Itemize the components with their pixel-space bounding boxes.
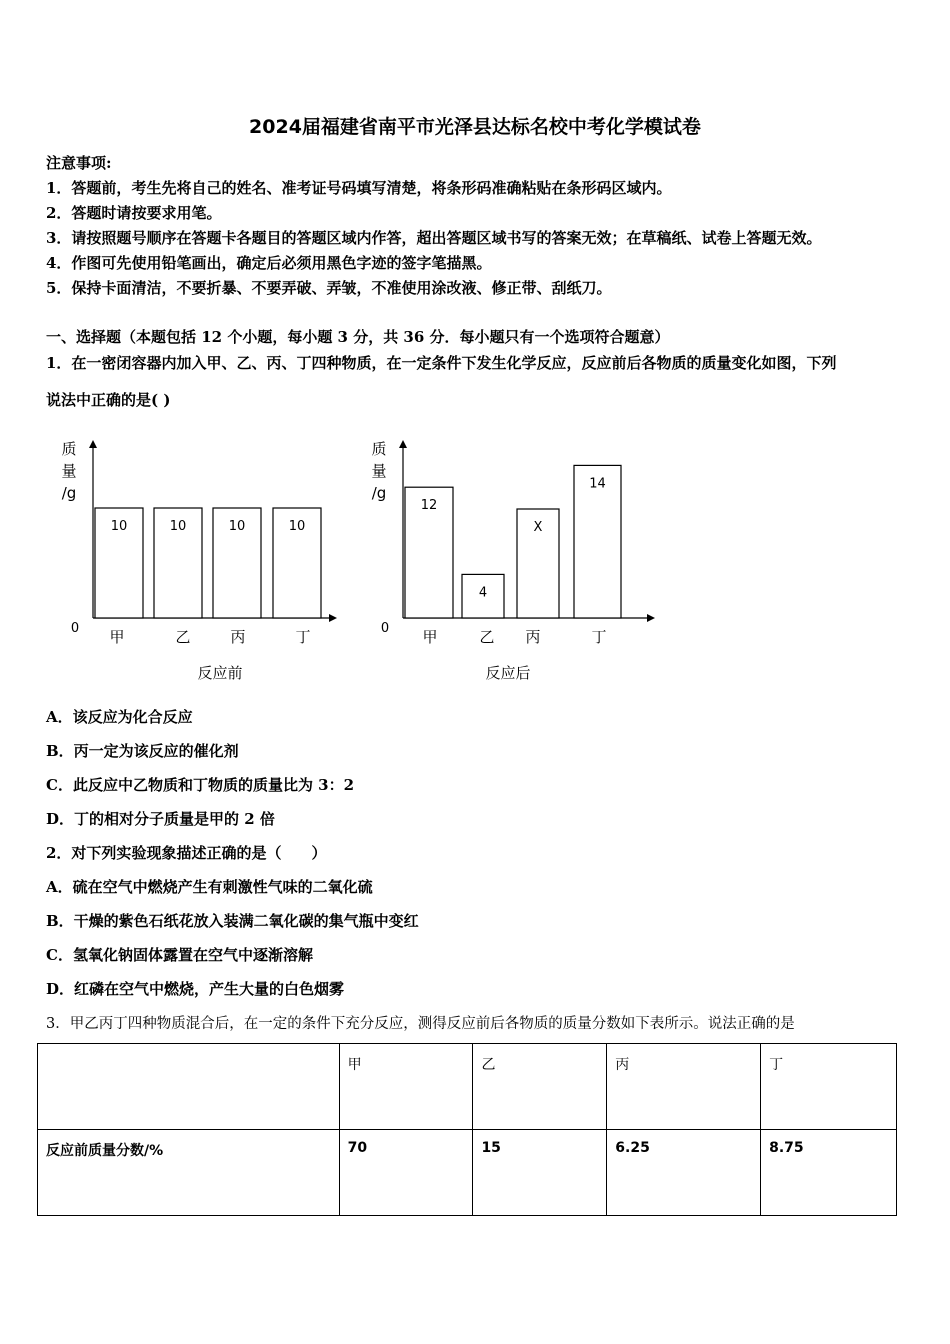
notice-item: 5．保持卡面清洁，不要折暴、不要弄破、弄皱，不准使用涂改液、修正带、刮纸刀。 bbox=[46, 279, 612, 297]
category-label: 乙 bbox=[175, 628, 191, 646]
table-row-label: 反应前质量分数/% bbox=[38, 1130, 340, 1216]
question-2-stem: 2．对下列实验现象描述正确的是（ ） bbox=[46, 844, 327, 862]
y-axis-arrow bbox=[89, 440, 97, 448]
category-label: 丙 bbox=[525, 628, 541, 646]
table-cell: 70 bbox=[339, 1130, 473, 1216]
category-label: 丁 bbox=[295, 628, 311, 646]
option-a: A．硫在空气中燃烧产生有刺激性气味的二氧化硫 bbox=[46, 878, 373, 896]
table-header-row bbox=[38, 1044, 897, 1130]
mass-fraction-table bbox=[37, 1043, 897, 1216]
chart-before bbox=[55, 430, 345, 690]
notice-item: 3．请按照题号顺序在答题卡各题目的答题区域内作答，超出答题区域书写的答案无效；在草稿纸、试卷上答题无效。 bbox=[46, 229, 822, 247]
notice-item: 4．作图可先使用铅笔画出，确定后必须用黑色字迹的签字笔描黑。 bbox=[46, 254, 492, 272]
y-axis-label: /g bbox=[61, 484, 77, 502]
category-label: 乙 bbox=[479, 628, 495, 646]
notice-heading: 注意事项: bbox=[46, 154, 112, 172]
data-label: 10 bbox=[169, 519, 187, 534]
category-label: 甲 bbox=[109, 628, 125, 646]
option-c: C．此反应中乙物质和丁物质的质量比为 3：2 bbox=[46, 776, 355, 794]
data-label: X bbox=[533, 520, 543, 535]
table-header-cell: 丁 bbox=[761, 1044, 897, 1130]
question-1-stem: 1．在一密闭容器内加入甲、乙、丙、丁四种物质，在一定条件下发生化学反应，反应前后各物质的质量变化如图，下列 bbox=[46, 354, 837, 372]
data-label: 10 bbox=[288, 519, 306, 534]
table-header-cell: 甲 bbox=[339, 1044, 473, 1130]
section-heading: 一、选择题（本题包括 12 个小题，每小题 3 分，共 36 分．每小题只有一个选项符合题意） bbox=[46, 328, 670, 346]
data-label: 10 bbox=[110, 519, 128, 534]
chart-after bbox=[365, 430, 665, 690]
option-b: B．丙一定为该反应的催化剂 bbox=[46, 742, 239, 760]
table-header-cell: 乙 bbox=[473, 1044, 607, 1130]
option-d: D．红磷在空气中燃烧，产生大量的白色烟雾 bbox=[46, 980, 345, 998]
data-label: 14 bbox=[589, 476, 606, 492]
table-header-cell bbox=[38, 1044, 340, 1130]
y-axis-label: 量 bbox=[371, 462, 387, 480]
table-header-cell: 丙 bbox=[607, 1044, 761, 1130]
y-axis-label: 量 bbox=[61, 462, 77, 480]
table-cell: 15 bbox=[473, 1130, 607, 1216]
option-d: D．丁的相对分子质量是甲的 2 倍 bbox=[46, 810, 275, 828]
table-cell: 6.25 bbox=[607, 1130, 761, 1216]
origin-label: 0 bbox=[70, 621, 80, 636]
question-3-stem: 3．甲乙丙丁四种物质混合后，在一定的条件下充分反应，测得反应前后各物质的质量分数如下表所示。说法正确的是 bbox=[46, 1016, 795, 1032]
data-label: 10 bbox=[228, 519, 246, 534]
option-a: A．该反应为化合反应 bbox=[46, 708, 193, 726]
option-b: B．干燥的紫色石纸花放入装满二氧化碳的集气瓶中变红 bbox=[46, 912, 419, 930]
notice-item: 1．答题前，考生先将自己的姓名、准考证号码填写清楚，将条形码准确粘贴在条形码区域内。 bbox=[46, 179, 672, 197]
category-label: 丁 bbox=[591, 628, 607, 646]
data-label: 12 bbox=[420, 498, 438, 514]
question-1-stem-cont: 说法中正确的是( ) bbox=[46, 391, 171, 409]
origin-label: 0 bbox=[380, 621, 390, 636]
category-label: 甲 bbox=[422, 628, 438, 646]
y-axis-arrow bbox=[399, 440, 407, 448]
data-label: 4 bbox=[478, 585, 488, 601]
table-row bbox=[38, 1130, 897, 1216]
y-axis-label: 质 bbox=[61, 440, 77, 458]
page-title: 2024届福建省南平市光泽县达标名校中考化学模试卷 bbox=[249, 116, 701, 138]
y-axis-label: /g bbox=[371, 484, 387, 502]
option-c: C．氢氧化钠固体露置在空气中逐渐溶解 bbox=[46, 946, 313, 964]
y-axis-label: 质 bbox=[371, 440, 387, 458]
chart-title: 反应前 bbox=[197, 664, 243, 682]
x-axis-arrow bbox=[329, 614, 337, 622]
notice-item: 2．答题时请按要求用笔。 bbox=[46, 204, 222, 222]
category-label: 丙 bbox=[230, 628, 246, 646]
chart-title: 反应后 bbox=[485, 664, 531, 682]
x-axis-arrow bbox=[647, 614, 655, 622]
table-cell: 8.75 bbox=[761, 1130, 897, 1216]
